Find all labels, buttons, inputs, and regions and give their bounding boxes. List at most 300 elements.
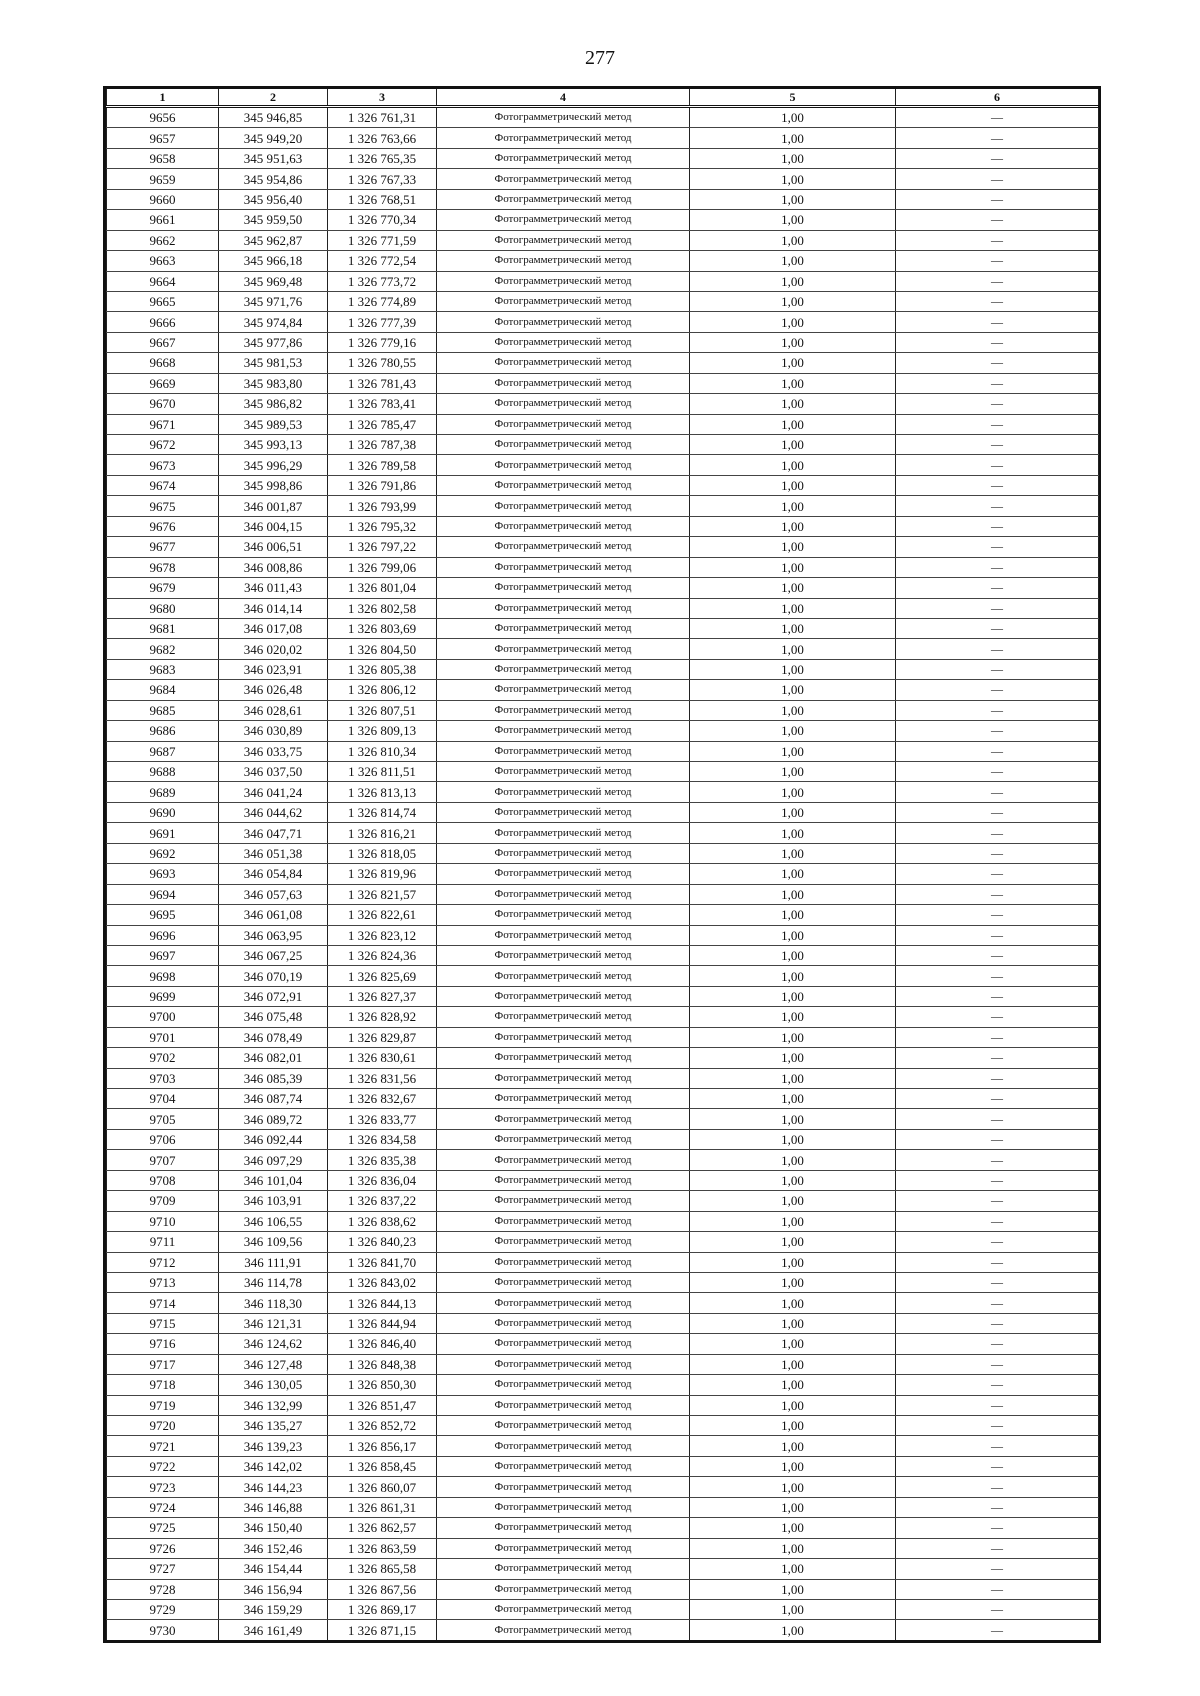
accuracy-cell: 1,00	[690, 1375, 896, 1395]
note-cell: —	[896, 659, 1099, 679]
point-number-cell: 9680	[107, 598, 219, 618]
x-coordinate-cell: 346 144,23	[219, 1477, 328, 1497]
method-cell: Фотограмметрический метод	[437, 169, 690, 189]
method-cell: Фотограмметрический метод	[437, 210, 690, 230]
accuracy-cell: 1,00	[690, 680, 896, 700]
point-number-cell: 9669	[107, 373, 219, 393]
y-coordinate-cell: 1 326 785,47	[328, 414, 437, 434]
x-coordinate-cell: 346 139,23	[219, 1436, 328, 1456]
table-row	[107, 1293, 1099, 1313]
y-coordinate-cell: 1 326 862,57	[328, 1518, 437, 1538]
table-row	[107, 1497, 1099, 1517]
method-cell: Фотограмметрический метод	[437, 884, 690, 904]
y-coordinate-cell: 1 326 844,13	[328, 1293, 437, 1313]
note-cell: —	[896, 598, 1099, 618]
point-number-cell: 9697	[107, 945, 219, 965]
note-cell: —	[896, 823, 1099, 843]
point-number-cell: 9703	[107, 1068, 219, 1088]
method-cell: Фотограмметрический метод	[437, 578, 690, 598]
column-header-3: 3	[328, 89, 437, 107]
point-number-cell: 9676	[107, 516, 219, 536]
table-row	[107, 557, 1099, 577]
y-coordinate-cell: 1 326 818,05	[328, 843, 437, 863]
y-coordinate-cell: 1 326 865,58	[328, 1559, 437, 1579]
note-cell: —	[896, 1211, 1099, 1231]
table-row	[107, 1313, 1099, 1333]
x-coordinate-cell: 345 956,40	[219, 189, 328, 209]
table-row	[107, 332, 1099, 352]
x-coordinate-cell: 346 057,63	[219, 884, 328, 904]
method-cell: Фотограмметрический метод	[437, 353, 690, 373]
note-cell: —	[896, 864, 1099, 884]
accuracy-cell: 1,00	[690, 332, 896, 352]
y-coordinate-cell: 1 326 856,17	[328, 1436, 437, 1456]
accuracy-cell: 1,00	[690, 414, 896, 434]
note-cell: —	[896, 1579, 1099, 1599]
accuracy-cell: 1,00	[690, 1579, 896, 1599]
note-cell: —	[896, 1109, 1099, 1129]
x-coordinate-cell: 345 993,13	[219, 435, 328, 455]
note-cell: —	[896, 884, 1099, 904]
note-cell: —	[896, 925, 1099, 945]
note-cell: —	[896, 966, 1099, 986]
method-cell: Фотограмметрический метод	[437, 148, 690, 168]
note-cell: —	[896, 435, 1099, 455]
y-coordinate-cell: 1 326 836,04	[328, 1170, 437, 1190]
y-coordinate-cell: 1 326 774,89	[328, 291, 437, 311]
point-number-cell: 9658	[107, 148, 219, 168]
table-row	[107, 271, 1099, 291]
note-cell: —	[896, 618, 1099, 638]
table-row	[107, 578, 1099, 598]
accuracy-cell: 1,00	[690, 1416, 896, 1436]
accuracy-cell: 1,00	[690, 598, 896, 618]
point-number-cell: 9702	[107, 1048, 219, 1068]
point-number-cell: 9713	[107, 1272, 219, 1292]
x-coordinate-cell: 346 070,19	[219, 966, 328, 986]
accuracy-cell: 1,00	[690, 537, 896, 557]
y-coordinate-cell: 1 326 834,58	[328, 1129, 437, 1149]
note-cell: —	[896, 1068, 1099, 1088]
accuracy-cell: 1,00	[690, 148, 896, 168]
method-cell: Фотограмметрический метод	[437, 782, 690, 802]
accuracy-cell: 1,00	[690, 1599, 896, 1619]
x-coordinate-cell: 345 986,82	[219, 394, 328, 414]
point-number-cell: 9695	[107, 905, 219, 925]
method-cell: Фотограмметрический метод	[437, 1375, 690, 1395]
table-row	[107, 864, 1099, 884]
table-row	[107, 659, 1099, 679]
table-row	[107, 1272, 1099, 1292]
x-coordinate-cell: 346 044,62	[219, 802, 328, 822]
x-coordinate-cell: 345 998,86	[219, 475, 328, 495]
x-coordinate-cell: 346 075,48	[219, 1007, 328, 1027]
x-coordinate-cell: 346 008,86	[219, 557, 328, 577]
point-number-cell: 9711	[107, 1232, 219, 1252]
method-cell: Фотограмметрический метод	[437, 1109, 690, 1129]
point-number-cell: 9720	[107, 1416, 219, 1436]
note-cell: —	[896, 1027, 1099, 1047]
note-cell: —	[896, 1354, 1099, 1374]
method-cell: Фотограмметрический метод	[437, 1170, 690, 1190]
accuracy-cell: 1,00	[690, 1150, 896, 1170]
method-cell: Фотограмметрический метод	[437, 189, 690, 209]
method-cell: Фотограмметрический метод	[437, 496, 690, 516]
point-number-cell: 9661	[107, 210, 219, 230]
x-coordinate-cell: 345 977,86	[219, 332, 328, 352]
point-number-cell: 9693	[107, 864, 219, 884]
point-number-cell: 9687	[107, 741, 219, 761]
accuracy-cell: 1,00	[690, 1620, 896, 1640]
note-cell: —	[896, 986, 1099, 1006]
table-row	[107, 1538, 1099, 1558]
y-coordinate-cell: 1 326 787,38	[328, 435, 437, 455]
y-coordinate-cell: 1 326 871,15	[328, 1620, 437, 1640]
x-coordinate-cell: 346 026,48	[219, 680, 328, 700]
y-coordinate-cell: 1 326 869,17	[328, 1599, 437, 1619]
note-cell: —	[896, 1150, 1099, 1170]
point-number-cell: 9690	[107, 802, 219, 822]
y-coordinate-cell: 1 326 846,40	[328, 1334, 437, 1354]
table-row	[107, 373, 1099, 393]
table-row	[107, 1620, 1099, 1640]
x-coordinate-cell: 346 017,08	[219, 618, 328, 638]
accuracy-cell: 1,00	[690, 639, 896, 659]
table-row	[107, 925, 1099, 945]
table-row	[107, 291, 1099, 311]
y-coordinate-cell: 1 326 772,54	[328, 251, 437, 271]
note-cell: —	[896, 1620, 1099, 1640]
note-cell: —	[896, 394, 1099, 414]
method-cell: Фотограмметрический метод	[437, 986, 690, 1006]
table-row	[107, 1109, 1099, 1129]
table-row	[107, 905, 1099, 925]
method-cell: Фотограмметрический метод	[437, 802, 690, 822]
accuracy-cell: 1,00	[690, 1272, 896, 1292]
table-row	[107, 1211, 1099, 1231]
table-header-row	[107, 89, 1099, 107]
y-coordinate-cell: 1 326 777,39	[328, 312, 437, 332]
table-row	[107, 741, 1099, 761]
table-row	[107, 128, 1099, 148]
y-coordinate-cell: 1 326 825,69	[328, 966, 437, 986]
table-row	[107, 312, 1099, 332]
point-number-cell: 9672	[107, 435, 219, 455]
point-number-cell: 9691	[107, 823, 219, 843]
method-cell: Фотограмметрический метод	[437, 312, 690, 332]
x-coordinate-cell: 346 001,87	[219, 496, 328, 516]
point-number-cell: 9715	[107, 1313, 219, 1333]
point-number-cell: 9718	[107, 1375, 219, 1395]
x-coordinate-cell: 346 114,78	[219, 1272, 328, 1292]
y-coordinate-cell: 1 326 761,31	[328, 107, 437, 128]
method-cell: Фотограмметрический метод	[437, 1395, 690, 1415]
x-coordinate-cell: 346 111,91	[219, 1252, 328, 1272]
y-coordinate-cell: 1 326 835,38	[328, 1150, 437, 1170]
table-row	[107, 435, 1099, 455]
note-cell: —	[896, 1375, 1099, 1395]
x-coordinate-cell: 345 959,50	[219, 210, 328, 230]
x-coordinate-cell: 346 130,05	[219, 1375, 328, 1395]
table-row	[107, 884, 1099, 904]
point-number-cell: 9664	[107, 271, 219, 291]
accuracy-cell: 1,00	[690, 945, 896, 965]
x-coordinate-cell: 346 097,29	[219, 1150, 328, 1170]
note-cell: —	[896, 1252, 1099, 1272]
x-coordinate-cell: 346 030,89	[219, 721, 328, 741]
y-coordinate-cell: 1 326 828,92	[328, 1007, 437, 1027]
note-cell: —	[896, 802, 1099, 822]
point-number-cell: 9679	[107, 578, 219, 598]
method-cell: Фотограмметрический метод	[437, 455, 690, 475]
point-number-cell: 9673	[107, 455, 219, 475]
note-cell: —	[896, 1048, 1099, 1068]
accuracy-cell: 1,00	[690, 986, 896, 1006]
method-cell: Фотограмметрический метод	[437, 680, 690, 700]
note-cell: —	[896, 189, 1099, 209]
method-cell: Фотограмметрический метод	[437, 1293, 690, 1313]
x-coordinate-cell: 346 101,04	[219, 1170, 328, 1190]
note-cell: —	[896, 680, 1099, 700]
table-row	[107, 148, 1099, 168]
method-cell: Фотограмметрический метод	[437, 598, 690, 618]
accuracy-cell: 1,00	[690, 823, 896, 843]
table-row	[107, 1518, 1099, 1538]
accuracy-cell: 1,00	[690, 516, 896, 536]
point-number-cell: 9684	[107, 680, 219, 700]
point-number-cell: 9723	[107, 1477, 219, 1497]
note-cell: —	[896, 496, 1099, 516]
point-number-cell: 9714	[107, 1293, 219, 1313]
accuracy-cell: 1,00	[690, 843, 896, 863]
point-number-cell: 9677	[107, 537, 219, 557]
method-cell: Фотограмметрический метод	[437, 639, 690, 659]
y-coordinate-cell: 1 326 783,41	[328, 394, 437, 414]
table-row	[107, 414, 1099, 434]
table-row	[107, 823, 1099, 843]
method-cell: Фотограмметрический метод	[437, 1007, 690, 1027]
table-row	[107, 1027, 1099, 1047]
x-coordinate-cell: 346 150,40	[219, 1518, 328, 1538]
accuracy-cell: 1,00	[690, 557, 896, 577]
table-row	[107, 210, 1099, 230]
note-cell: —	[896, 414, 1099, 434]
point-number-cell: 9668	[107, 353, 219, 373]
x-coordinate-cell: 346 118,30	[219, 1293, 328, 1313]
method-cell: Фотограмметрический метод	[437, 435, 690, 455]
x-coordinate-cell: 346 103,91	[219, 1191, 328, 1211]
method-cell: Фотограмметрический метод	[437, 1497, 690, 1517]
method-cell: Фотограмметрический метод	[437, 1354, 690, 1374]
table-row	[107, 107, 1099, 128]
method-cell: Фотограмметрический метод	[437, 251, 690, 271]
coordinates-table	[106, 89, 1099, 1640]
y-coordinate-cell: 1 326 844,94	[328, 1313, 437, 1333]
y-coordinate-cell: 1 326 850,30	[328, 1375, 437, 1395]
method-cell: Фотограмметрический метод	[437, 1211, 690, 1231]
x-coordinate-cell: 346 041,24	[219, 782, 328, 802]
method-cell: Фотограмметрический метод	[437, 1456, 690, 1476]
note-cell: —	[896, 1416, 1099, 1436]
accuracy-cell: 1,00	[690, 864, 896, 884]
point-number-cell: 9696	[107, 925, 219, 945]
method-cell: Фотограмметрический метод	[437, 1436, 690, 1456]
y-coordinate-cell: 1 326 795,32	[328, 516, 437, 536]
accuracy-cell: 1,00	[690, 1313, 896, 1333]
note-cell: —	[896, 1456, 1099, 1476]
x-coordinate-cell: 345 996,29	[219, 455, 328, 475]
method-cell: Фотограмметрический метод	[437, 1477, 690, 1497]
note-cell: —	[896, 537, 1099, 557]
point-number-cell: 9728	[107, 1579, 219, 1599]
y-coordinate-cell: 1 326 829,87	[328, 1027, 437, 1047]
point-number-cell: 9688	[107, 762, 219, 782]
accuracy-cell: 1,00	[690, 1559, 896, 1579]
y-coordinate-cell: 1 326 827,37	[328, 986, 437, 1006]
accuracy-cell: 1,00	[690, 210, 896, 230]
table-row	[107, 680, 1099, 700]
x-coordinate-cell: 346 159,29	[219, 1599, 328, 1619]
note-cell: —	[896, 251, 1099, 271]
point-number-cell: 9692	[107, 843, 219, 863]
y-coordinate-cell: 1 326 767,33	[328, 169, 437, 189]
note-cell: —	[896, 1497, 1099, 1517]
x-coordinate-cell: 346 142,02	[219, 1456, 328, 1476]
note-cell: —	[896, 700, 1099, 720]
method-cell: Фотограмметрический метод	[437, 618, 690, 638]
method-cell: Фотограмметрический метод	[437, 823, 690, 843]
table-row	[107, 986, 1099, 1006]
table-row	[107, 353, 1099, 373]
accuracy-cell: 1,00	[690, 884, 896, 904]
note-cell: —	[896, 1129, 1099, 1149]
note-cell: —	[896, 1436, 1099, 1456]
x-coordinate-cell: 346 078,49	[219, 1027, 328, 1047]
y-coordinate-cell: 1 326 793,99	[328, 496, 437, 516]
method-cell: Фотограмметрический метод	[437, 1620, 690, 1640]
note-cell: —	[896, 1599, 1099, 1619]
x-coordinate-cell: 346 121,31	[219, 1313, 328, 1333]
accuracy-cell: 1,00	[690, 1477, 896, 1497]
note-cell: —	[896, 148, 1099, 168]
accuracy-cell: 1,00	[690, 1129, 896, 1149]
note-cell: —	[896, 1334, 1099, 1354]
point-number-cell: 9708	[107, 1170, 219, 1190]
table-row	[107, 700, 1099, 720]
point-number-cell: 9727	[107, 1559, 219, 1579]
accuracy-cell: 1,00	[690, 1211, 896, 1231]
note-cell: —	[896, 721, 1099, 741]
accuracy-cell: 1,00	[690, 1395, 896, 1415]
note-cell: —	[896, 945, 1099, 965]
y-coordinate-cell: 1 326 814,74	[328, 802, 437, 822]
accuracy-cell: 1,00	[690, 1089, 896, 1109]
method-cell: Фотограмметрический метод	[437, 475, 690, 495]
x-coordinate-cell: 346 072,91	[219, 986, 328, 1006]
y-coordinate-cell: 1 326 805,38	[328, 659, 437, 679]
table-row	[107, 843, 1099, 863]
x-coordinate-cell: 346 085,39	[219, 1068, 328, 1088]
method-cell: Фотограмметрический метод	[437, 1334, 690, 1354]
point-number-cell: 9725	[107, 1518, 219, 1538]
y-coordinate-cell: 1 326 837,22	[328, 1191, 437, 1211]
method-cell: Фотограмметрический метод	[437, 373, 690, 393]
y-coordinate-cell: 1 326 831,56	[328, 1068, 437, 1088]
table-row	[107, 598, 1099, 618]
x-coordinate-cell: 346 067,25	[219, 945, 328, 965]
point-number-cell: 9729	[107, 1599, 219, 1619]
accuracy-cell: 1,00	[690, 1068, 896, 1088]
y-coordinate-cell: 1 326 833,77	[328, 1109, 437, 1129]
note-cell: —	[896, 1007, 1099, 1027]
method-cell: Фотограмметрический метод	[437, 1579, 690, 1599]
point-number-cell: 9657	[107, 128, 219, 148]
point-number-cell: 9704	[107, 1089, 219, 1109]
point-number-cell: 9716	[107, 1334, 219, 1354]
table-row	[107, 1436, 1099, 1456]
accuracy-cell: 1,00	[690, 189, 896, 209]
method-cell: Фотограмметрический метод	[437, 1089, 690, 1109]
point-number-cell: 9681	[107, 618, 219, 638]
table-row	[107, 1354, 1099, 1374]
method-cell: Фотограмметрический метод	[437, 271, 690, 291]
note-cell: —	[896, 210, 1099, 230]
y-coordinate-cell: 1 326 824,36	[328, 945, 437, 965]
x-coordinate-cell: 346 146,88	[219, 1497, 328, 1517]
accuracy-cell: 1,00	[690, 618, 896, 638]
method-cell: Фотограмметрический метод	[437, 1518, 690, 1538]
y-coordinate-cell: 1 326 819,96	[328, 864, 437, 884]
table-row	[107, 1129, 1099, 1149]
method-cell: Фотограмметрический метод	[437, 700, 690, 720]
x-coordinate-cell: 346 004,15	[219, 516, 328, 536]
accuracy-cell: 1,00	[690, 762, 896, 782]
note-cell: —	[896, 1477, 1099, 1497]
point-number-cell: 9706	[107, 1129, 219, 1149]
accuracy-cell: 1,00	[690, 455, 896, 475]
point-number-cell: 9663	[107, 251, 219, 271]
y-coordinate-cell: 1 326 841,70	[328, 1252, 437, 1272]
x-coordinate-cell: 346 082,01	[219, 1048, 328, 1068]
y-coordinate-cell: 1 326 797,22	[328, 537, 437, 557]
x-coordinate-cell: 346 089,72	[219, 1109, 328, 1129]
table-row	[107, 1579, 1099, 1599]
point-number-cell: 9730	[107, 1620, 219, 1640]
note-cell: —	[896, 557, 1099, 577]
column-header-1: 1	[107, 89, 219, 107]
x-coordinate-cell: 346 054,84	[219, 864, 328, 884]
accuracy-cell: 1,00	[690, 659, 896, 679]
note-cell: —	[896, 782, 1099, 802]
note-cell: —	[896, 843, 1099, 863]
column-header-6: 6	[896, 89, 1099, 107]
y-coordinate-cell: 1 326 821,57	[328, 884, 437, 904]
accuracy-cell: 1,00	[690, 475, 896, 495]
method-cell: Фотограмметрический метод	[437, 905, 690, 925]
table-row	[107, 762, 1099, 782]
point-number-cell: 9699	[107, 986, 219, 1006]
point-number-cell: 9701	[107, 1027, 219, 1047]
point-number-cell: 9724	[107, 1497, 219, 1517]
method-cell: Фотограмметрический метод	[437, 1068, 690, 1088]
method-cell: Фотограмметрический метод	[437, 1150, 690, 1170]
point-number-cell: 9700	[107, 1007, 219, 1027]
table-row	[107, 1395, 1099, 1415]
table-row	[107, 1007, 1099, 1027]
x-coordinate-cell: 346 124,62	[219, 1334, 328, 1354]
y-coordinate-cell: 1 326 863,59	[328, 1538, 437, 1558]
method-cell: Фотограмметрический метод	[437, 721, 690, 741]
